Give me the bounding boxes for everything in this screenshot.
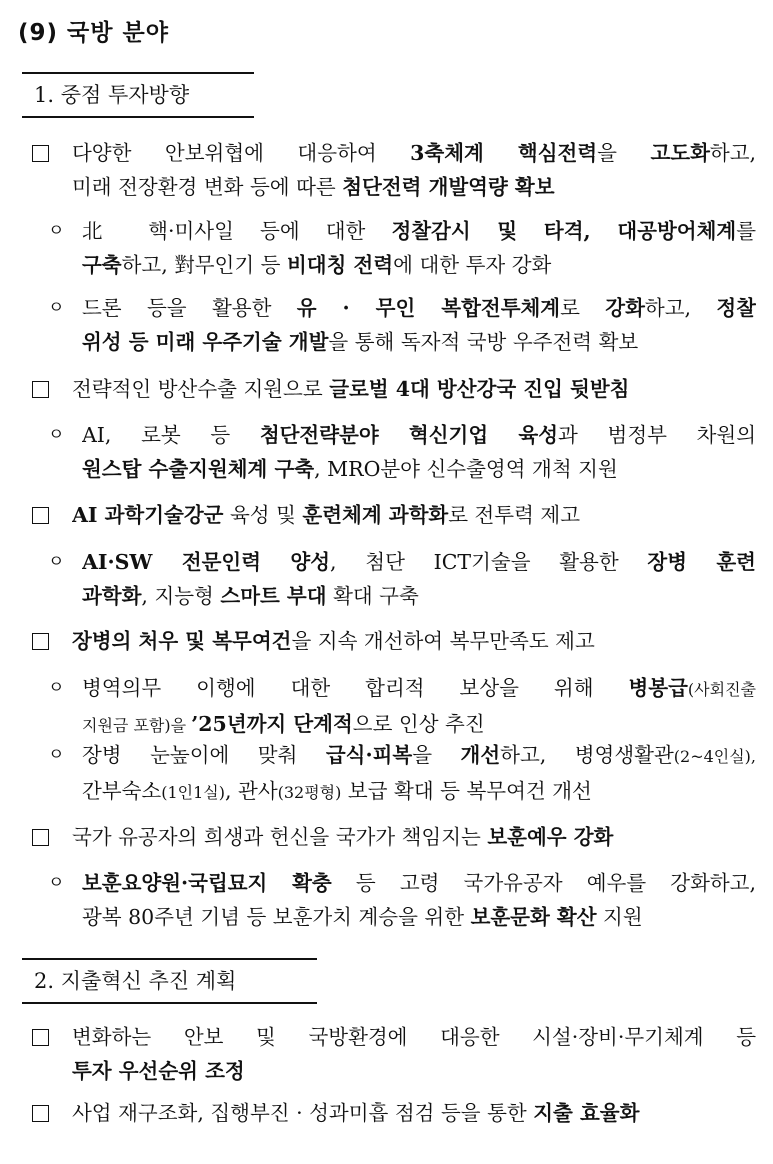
bold-text-span: 유 · 무인 복합전투체계: [296, 296, 561, 320]
bold-text-span: 급식·피복: [325, 743, 413, 767]
bold-text-span: 보훈문화 확산: [470, 905, 597, 929]
text-span: 을: [597, 141, 651, 165]
bold-text-span: 지출 효율화: [533, 1101, 640, 1125]
bold-text-span: 투자 우선순위 조정: [72, 1059, 245, 1083]
bold-text-span: AI·SW 전문인력 양성: [82, 550, 331, 574]
sub-item-living-conditions: [48, 738, 756, 810]
item-line: [82, 774, 756, 810]
item-line: [72, 1054, 756, 1088]
small-text-span: (1인1실): [161, 783, 225, 802]
circle-bullet: ㅇ: [48, 745, 65, 765]
text-span: 과 범정부 차원의: [558, 423, 756, 447]
text-span: 사업 재구조화, 집행부진 · 성과미흡 점검 등을 통한: [72, 1101, 534, 1125]
bullet-item-threat-response: [32, 136, 756, 204]
bold-text-span: 고도화: [650, 141, 710, 165]
text-span: , 지능형: [141, 584, 221, 608]
bold-text-span: 보훈예우 강화: [487, 825, 614, 849]
item-line: [82, 545, 756, 579]
item-line: [82, 325, 756, 359]
small-text-span: 지원금 포함)을: [82, 716, 192, 735]
square-bullet: [32, 1029, 49, 1046]
circle-bullet: ㅇ: [48, 678, 65, 698]
bold-text-span: 위성 등 미래 우주기술 개발: [82, 330, 329, 354]
bold-text-span: 병봉급: [628, 676, 688, 700]
bullet-item-efficiency: [32, 1096, 756, 1130]
text-span: 을: [412, 743, 461, 767]
bold-text-span: 보훈요양원·국립묘지 확충: [82, 871, 332, 895]
bold-text-span: 정찰감시 및 타격, 대공방어체계: [391, 219, 737, 243]
item-line: [82, 214, 756, 248]
bold-text-span: 3축체계 핵심전력: [410, 141, 598, 165]
text-span: 하고,: [644, 296, 717, 320]
text-span: 확대 구축: [326, 584, 419, 608]
circle-bullet: ㅇ: [48, 298, 65, 318]
bold-text-span: 원스탑 수출지원체계 구축: [82, 457, 315, 481]
sub-item-ai-sw: [48, 545, 756, 613]
small-text-span: (사회진출: [687, 680, 756, 699]
text-span: 등 고령 국가유공자 예우를 강화하고,: [331, 871, 756, 895]
text-span: 로: [560, 296, 606, 320]
text-span: 병역의무 이행에 대한 합리적 보상을 위해: [82, 676, 629, 700]
circle-bullet: ㅇ: [48, 221, 65, 241]
square-bullet: [32, 507, 49, 524]
item-line: [82, 452, 756, 486]
item-line: [72, 136, 756, 170]
bold-text-span: 과학화: [82, 584, 142, 608]
text-span: 육성 및: [223, 503, 303, 527]
item-line: [82, 900, 756, 934]
circle-bullet: ㅇ: [48, 425, 65, 445]
sub-item-veterans-care: [48, 866, 756, 934]
item-line: [82, 579, 756, 613]
bold-text-span: 장병 훈련: [647, 550, 756, 574]
bold-text-span: 첨단전략분야 혁신기업 육성: [259, 423, 559, 447]
square-bullet: [32, 633, 49, 650]
item-line: [82, 418, 756, 452]
text-span: 을 통해 독자적 국방 우주전력 확보: [328, 330, 639, 354]
square-bullet: [32, 1105, 49, 1122]
small-text-span: (2~4인실),: [673, 747, 756, 766]
item-line: [72, 372, 756, 406]
item-line: [82, 671, 756, 707]
bold-text-span: 글로벌 4대 방산강국 진입 뒷받침: [329, 377, 630, 401]
text-span: , 첨단 ICT기술을 활용한: [330, 550, 648, 574]
text-span: 을 지속 개선하여 복무만족도 제고: [291, 629, 595, 653]
bold-text-span: 강화: [605, 296, 645, 320]
text-span: 국가 유공자의 희생과 헌신을 국가가 책임지는: [72, 825, 488, 849]
sub-item-drones-space: [48, 291, 756, 359]
circle-bullet: ㅇ: [48, 873, 65, 893]
item-line: [72, 170, 756, 204]
square-bullet: [32, 829, 49, 846]
text-span: 장병 눈높이에 맞춰: [82, 743, 326, 767]
bold-text-span: 구축: [82, 253, 122, 277]
text-span: 지원: [596, 905, 643, 929]
item-line: [82, 738, 756, 774]
item-line: [82, 248, 756, 282]
text-span: 하고, 對무인기 등: [121, 253, 287, 277]
item-line: [82, 866, 756, 900]
text-span: , MRO분야 신수출영역 개척 지원: [314, 457, 618, 481]
bold-text-span: 장병의 처우 및 복무여건: [72, 629, 292, 653]
small-text-span: (32평형): [277, 783, 342, 802]
text-span: 로 전투력 제고: [448, 503, 581, 527]
circle-bullet: ㅇ: [48, 552, 65, 572]
bold-text-span: 개선: [460, 743, 501, 767]
text-span: , 관사: [224, 779, 278, 803]
bold-text-span: 첨단전력 개발역량 확보: [342, 175, 555, 199]
text-span: 하고, 병영생활관: [500, 743, 674, 767]
text-span: 다양한 안보위협에 대응하여: [72, 141, 411, 165]
square-bullet: [32, 145, 49, 162]
text-span: 간부숙소: [82, 779, 162, 803]
section-heading-2: 2. 지출혁신 추진 계획: [22, 958, 317, 1004]
bullet-item-ai-army: [32, 498, 756, 532]
text-span: 드론 등을 활용한: [82, 296, 297, 320]
sub-item-surveillance: [48, 214, 756, 282]
text-span: 미래 전장환경 변화 등에 따른: [72, 175, 343, 199]
text-span: 에 대한 투자 강화: [393, 253, 552, 277]
bold-text-span: 훈련체계 과학화: [302, 503, 449, 527]
item-line: [72, 1096, 756, 1130]
text-span: AI, 로봇 등: [82, 423, 260, 447]
bold-text-span: 비대칭 전력: [287, 253, 394, 277]
bullet-item-priority: [32, 1020, 756, 1088]
page-title: (9) 국방 분야: [18, 20, 169, 46]
bold-text-span: AI 과학기술강군: [72, 503, 224, 527]
bold-text-span: ’25년까지 단계적: [191, 712, 353, 736]
bullet-item-veterans: [32, 820, 756, 854]
text-span: 보급 확대 등 복무여건 개선: [341, 779, 592, 803]
square-bullet: [32, 381, 49, 398]
bullet-item-soldier-welfare: [32, 624, 756, 658]
item-line: [72, 820, 756, 854]
text-span: 광복 80주년 기념 등 보훈가치 계승을 위한: [82, 905, 471, 929]
text-span: 변화하는 안보 및 국방환경에 대응한 시설·장비·무기체계 등: [72, 1025, 756, 1049]
item-line: [72, 624, 756, 658]
sub-item-ai-robot: [48, 418, 756, 486]
bold-text-span: 정찰: [716, 296, 756, 320]
text-span: 으로 인상 추진: [352, 712, 485, 736]
text-span: 하고,: [709, 141, 756, 165]
text-span: 北 핵·미사일 등에 대한: [82, 219, 392, 243]
item-line: [72, 498, 756, 532]
item-line: [82, 291, 756, 325]
sub-item-soldier-pay: [48, 671, 756, 743]
text-span: 전략적인 방산수출 지원으로: [72, 377, 330, 401]
section-heading-1: 1. 중점 투자방향: [22, 72, 254, 118]
bullet-item-defense-export: [32, 372, 756, 406]
text-span: 를: [736, 219, 756, 243]
bold-text-span: 스마트 부대: [220, 584, 327, 608]
item-line: [72, 1020, 756, 1054]
